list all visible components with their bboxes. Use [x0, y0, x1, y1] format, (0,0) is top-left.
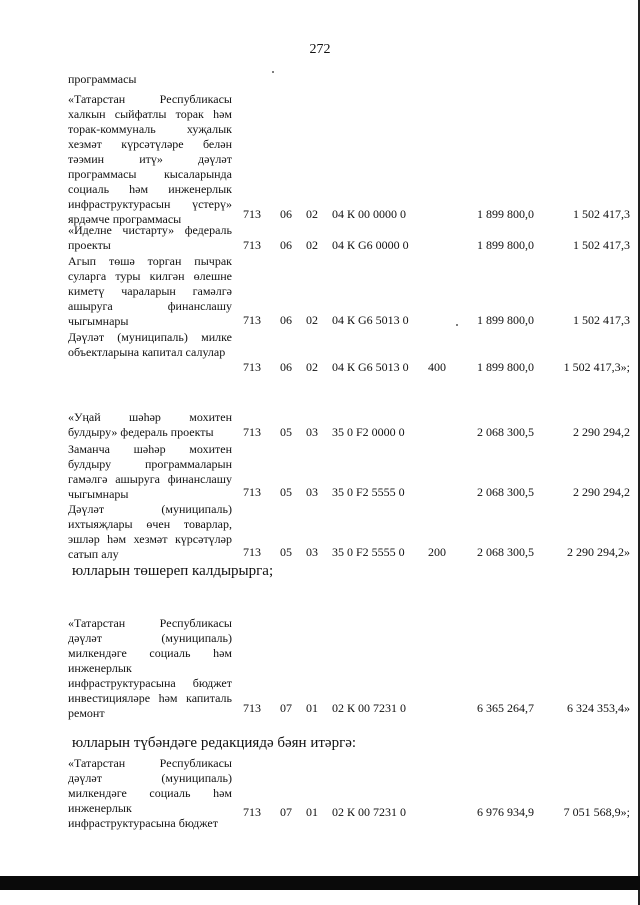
target-item-code: 35 0 F2 5555 0: [332, 485, 405, 499]
row-description: «Иделне чистарту» федераль проекты: [68, 223, 232, 252]
section-code: 05: [280, 545, 292, 559]
ved-code: 713: [243, 425, 261, 439]
sum-year-2: 1 502 417,3: [573, 207, 630, 221]
ved-code: 713: [243, 545, 261, 559]
subsection-code: 02: [306, 207, 318, 221]
target-item-code: 04 К 00 0000 0: [332, 207, 407, 221]
target-item-code: 04 К G6 5013 0: [332, 360, 409, 374]
target-item-code: 35 0 F2 5555 0: [332, 545, 405, 559]
subsection-code: 02: [306, 238, 318, 252]
row-description: «Уңай шәһәр мохитен булдыру» федераль проекты: [68, 410, 232, 439]
sum-year-1: 2 068 300,5: [477, 485, 534, 499]
scan-bottom-border: [0, 876, 640, 890]
section-code: 06: [280, 207, 292, 221]
row-description: программасы: [68, 72, 137, 86]
target-item-code: 04 К G6 0000 0: [332, 238, 409, 252]
sum-year-2: 2 290 294,2: [573, 485, 630, 499]
section-code: 07: [280, 805, 292, 819]
subsection-code: 03: [306, 485, 318, 499]
section-code: 05: [280, 485, 292, 499]
instruction-replace: юлларын түбәндәге редакциядә бәян итәргә:: [72, 735, 357, 751]
ved-code: 713: [243, 485, 261, 499]
section-code: 06: [280, 238, 292, 252]
instruction-delete: юлларын төшереп калдырырга;: [72, 563, 274, 579]
section-code: 07: [280, 701, 292, 715]
subsection-code: 02: [306, 360, 318, 374]
section-code: 05: [280, 425, 292, 439]
ved-code: 713: [243, 805, 261, 819]
row-description: «Татарстан Республикасы дәүләт (муниципаль) милкендәге социаль һәм инженерлык инфраструктурасына бюджет инвестицияләре һәм капиталь ремонт: [68, 616, 232, 720]
sum-year-2: 7 051 568,9»;: [563, 805, 630, 819]
ved-code: 713: [243, 207, 261, 221]
ved-code: 713: [243, 238, 261, 252]
ved-code: 713: [243, 360, 261, 374]
target-item-code: 04 К G6 5013 0: [332, 313, 409, 327]
sum-year-2: 2 290 294,2: [573, 425, 630, 439]
sum-year-1: 6 976 934,9: [477, 805, 534, 819]
ved-code: 713: [243, 701, 261, 715]
subsection-code: 03: [306, 425, 318, 439]
sum-year-2: 2 290 294,2»: [567, 545, 630, 559]
sum-year-1: 2 068 300,5: [477, 425, 534, 439]
row-description: Заманча шәһәр мохитен булдыру программаларын гамәлгә ашыруга финанслашу чыгымнары: [68, 442, 232, 501]
sum-year-2: 1 502 417,3»;: [563, 360, 630, 374]
target-item-code: 02 К 00 7231 0: [332, 701, 407, 715]
sum-year-1: 1 899 800,0: [477, 238, 534, 252]
row-description: Дәүләт (муниципаль) ихтыяҗлары өчен товарлар, эшләр һәм хезмәт күрсәтүләр сатып алу: [68, 502, 232, 561]
sum-year-1: 6 365 264,7: [477, 701, 534, 715]
sum-year-2: 1 502 417,3: [573, 313, 630, 327]
sum-year-2: 1 502 417,3: [573, 238, 630, 252]
target-item-code: 02 К 00 7231 0: [332, 805, 407, 819]
sum-year-1: 2 068 300,5: [477, 545, 534, 559]
subsection-code: 03: [306, 545, 318, 559]
target-item-code: 35 0 F2 0000 0: [332, 425, 405, 439]
section-code: 06: [280, 313, 292, 327]
scan-speck: [272, 71, 274, 73]
row-description: «Татарстан Республикасы дәүләт (муниципаль) милкендәге социаль һәм инженерлык инфраструктурасына бюджет: [68, 756, 232, 830]
ved-code: 713: [243, 313, 261, 327]
sum-year-1: 1 899 800,0: [477, 313, 534, 327]
sum-year-1: 1 899 800,0: [477, 360, 534, 374]
sum-year-2: 6 324 353,4»: [567, 701, 630, 715]
sum-year-1: 1 899 800,0: [477, 207, 534, 221]
row-description: Агып төшә торган пычрак суларга туры килгән өлешне киметү чараларын гамәлгә ашыруга финанслашу чыгымнары: [68, 254, 232, 328]
section-code: 06: [280, 360, 292, 374]
expense-type-code: 200: [428, 545, 446, 559]
page-number: 272: [309, 42, 331, 57]
subsection-code: 01: [306, 805, 318, 819]
row-description: Дәүләт (муниципаль) милке объектларына капитал салулар: [68, 330, 232, 359]
scan-speck: [456, 324, 458, 326]
expense-type-code: 400: [428, 360, 446, 374]
subsection-code: 01: [306, 701, 318, 715]
subsection-code: 02: [306, 313, 318, 327]
row-description: «Татарстан Республикасы халкын сыйфатлы торак һәм торак-коммуналь хуҗалык хезмәт күрсәтүләре белән тәэмин итү» дәүләт программасы кысаларында социаль һәм инженерлык инфраструктурасын үстерү» ярдәмче программасы: [68, 92, 232, 226]
